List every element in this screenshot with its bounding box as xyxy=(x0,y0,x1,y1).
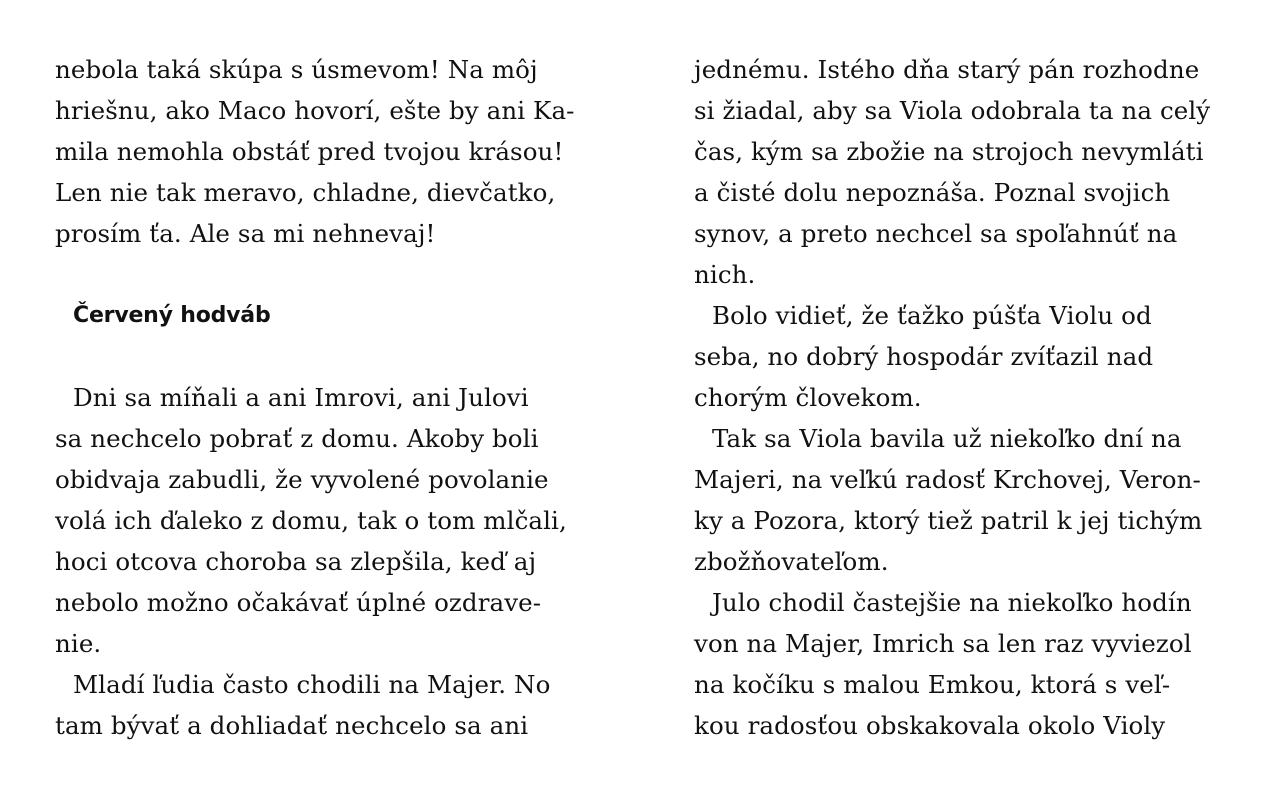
text-line: Mladí ľudia často chodili na Majer. No xyxy=(73,670,551,699)
text-line: Julo chodil častejšie na niekoľko hodín xyxy=(712,588,1192,617)
text-line: jednému. Istého dňa starý pán rozhodne xyxy=(694,55,1200,84)
text-line: hoci otcova choroba sa zlepšila, keď aj xyxy=(55,547,537,576)
text-line: Bolo vidieť, že ťažko púšťa Violu od xyxy=(712,301,1152,330)
text-line: prosím ťa. Ale sa mi nehnevaj! xyxy=(55,219,436,248)
text-line: nebola taká skúpa s úsmevom! Na môj xyxy=(55,55,538,84)
text-line: hriešnu, ako Maco hovorí, ešte by ani Ka- xyxy=(55,96,575,125)
text-line: zbožňovateľom. xyxy=(694,547,889,576)
text-line: ky a Pozora, ktorý tiež patril k jej tichým xyxy=(694,506,1203,535)
text-line: Majeri, na veľkú radosť Krchovej, Veron- xyxy=(694,465,1201,494)
chapter-heading: Červený hodváb xyxy=(73,303,271,328)
text-line: von na Majer, Imrich sa len raz vyviezol xyxy=(694,629,1192,658)
text-line: nich. xyxy=(694,260,756,289)
spacer xyxy=(55,254,595,295)
text-line: obidvaja zabudli, že vyvolené povolanie xyxy=(55,465,549,494)
text-line: Tak sa Viola bavila už niekoľko dní na xyxy=(712,424,1182,453)
text-line: mila nemohla obstáť pred tvojou krásou! xyxy=(55,137,564,166)
text-line: čas, kým sa zbožie na strojoch nevymláti xyxy=(694,137,1204,166)
text-line: nebolo možno očakávať úplné ozdrave- xyxy=(55,588,542,617)
text-line: Dni sa míňali a ani Imrovi, ani Julovi xyxy=(73,383,529,412)
text-line: sa nechcelo pobrať z domu. Akoby boli xyxy=(55,424,539,453)
text-line: na kočíku s malou Emkou, ktorá s veľ- xyxy=(694,670,1171,699)
text-line: nie. xyxy=(55,629,102,658)
text-line: kou radosťou obskakovala okolo Violy xyxy=(694,711,1166,740)
text-line: chorým človekom. xyxy=(694,383,922,412)
right-page xyxy=(694,49,1234,746)
text-line: seba, no dobrý hospodár zvíťazil nad xyxy=(694,342,1154,371)
text-line: si žiadal, aby sa Viola odobrala ta na celý xyxy=(694,96,1211,125)
text-line: a čisté dolu nepoznáša. Poznal svojich xyxy=(694,178,1171,207)
text-line: tam bývať a dohliadať nechcelo sa ani xyxy=(55,711,529,740)
left-page xyxy=(55,49,595,746)
text-line: volá ich ďaleko z domu, tak o tom mlčali, xyxy=(55,506,567,535)
text-line: synov, a preto nechcel sa spoľahnúť na xyxy=(694,219,1178,248)
spacer xyxy=(55,336,595,377)
text-line: Len nie tak meravo, chladne, dievčatko, xyxy=(55,178,556,207)
